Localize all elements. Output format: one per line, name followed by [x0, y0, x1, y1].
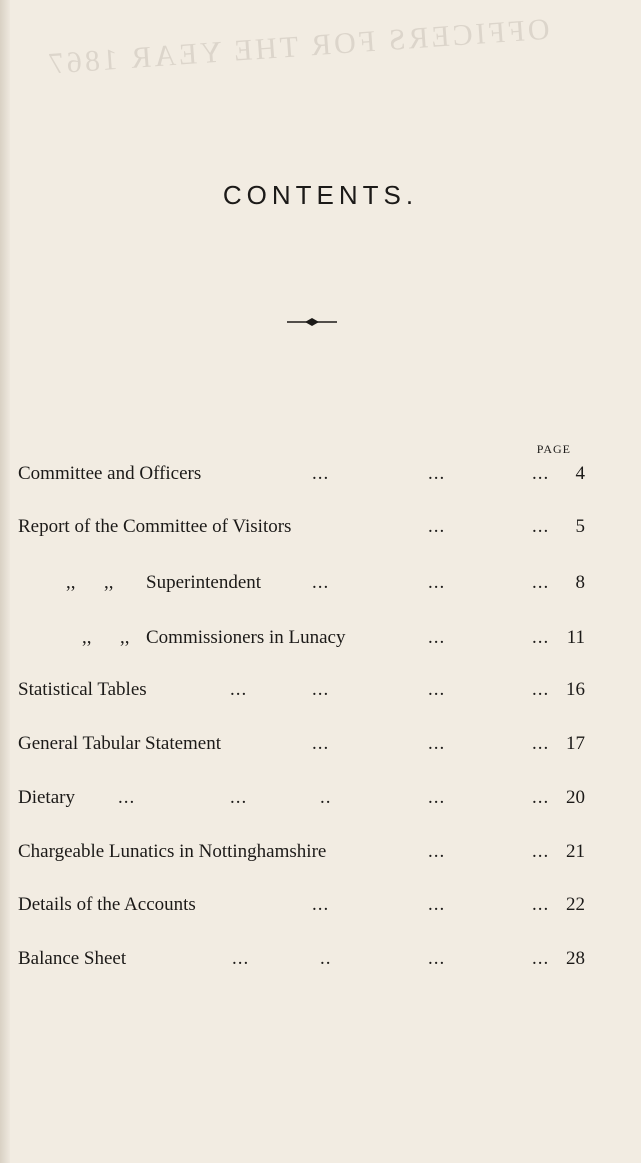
ditto-mark: ,,: [104, 572, 114, 593]
page-number: 8: [575, 572, 585, 593]
page-number: 28: [566, 948, 585, 969]
leader: ...: [312, 463, 330, 484]
leader: ...: [532, 894, 550, 915]
leader: ...: [428, 841, 446, 862]
entry-title: Commissioners in Lunacy: [146, 627, 346, 648]
entry-title: Details of the Accounts: [18, 894, 196, 915]
leader: ...: [532, 948, 550, 969]
entry-title: General Tabular Statement: [18, 733, 222, 754]
entry-title: Balance Sheet: [18, 948, 127, 969]
leader: ...: [428, 572, 446, 593]
leader: ...: [232, 948, 250, 969]
leader: ...: [532, 516, 550, 537]
leader: ...: [532, 679, 550, 700]
leader: ...: [312, 572, 330, 593]
leader: ...: [532, 572, 550, 593]
leader: ..: [320, 787, 332, 808]
leader: ...: [532, 787, 550, 808]
leader: ..: [320, 948, 332, 969]
leader: ...: [428, 463, 446, 484]
page-number: 16: [566, 679, 585, 700]
leader: ...: [532, 627, 550, 648]
leader: ...: [118, 787, 136, 808]
leader: ...: [312, 679, 330, 700]
list-item: [0, 463, 641, 489]
entry-title: Superintendent: [146, 572, 262, 593]
leader: ...: [428, 733, 446, 754]
ornament-divider-icon: [285, 316, 339, 328]
entry-title: Statistical Tables: [18, 679, 147, 700]
leader: ...: [428, 679, 446, 700]
page-number: 17: [566, 733, 585, 754]
page-number: 21: [566, 841, 585, 862]
leader: ...: [312, 894, 330, 915]
list-item: [0, 627, 641, 653]
leader: ...: [532, 733, 550, 754]
ditto-mark: ,,: [66, 572, 76, 593]
leader: ...: [428, 948, 446, 969]
list-item: [0, 733, 641, 759]
leader: ...: [230, 787, 248, 808]
page-column-heading: PAGE: [536, 442, 571, 456]
list-item: [0, 572, 641, 598]
list-item: [0, 516, 641, 542]
leader: ...: [312, 733, 330, 754]
entry-title: Dietary: [18, 787, 75, 808]
list-item: [0, 948, 641, 974]
leader: ...: [428, 627, 446, 648]
page-number: 11: [566, 627, 585, 648]
page-number: 20: [566, 787, 585, 808]
list-item: [0, 679, 641, 705]
entry-title: Committee and Officers: [18, 463, 202, 484]
entry-title: Report of the Committee of Visitors: [18, 516, 292, 537]
leader: ...: [428, 894, 446, 915]
page-number: 5: [575, 516, 585, 537]
ditto-mark: ,,: [82, 627, 92, 648]
list-item: [0, 894, 641, 920]
leader: ...: [428, 516, 446, 537]
leader: ...: [428, 787, 446, 808]
leader: ...: [532, 841, 550, 862]
leader: ...: [230, 679, 248, 700]
leader: ...: [532, 463, 550, 484]
page-number: 22: [566, 894, 585, 915]
list-item: [0, 841, 641, 867]
show-through-text: OFFICERS FOR THE YEAR 1867: [44, 12, 551, 81]
page-title: CONTENTS.: [222, 180, 419, 210]
ditto-mark: ,,: [120, 627, 130, 648]
list-item: [0, 787, 641, 813]
page-number: 4: [575, 463, 585, 484]
entry-title: Chargeable Lunatics in Nottinghamshire: [18, 841, 327, 862]
